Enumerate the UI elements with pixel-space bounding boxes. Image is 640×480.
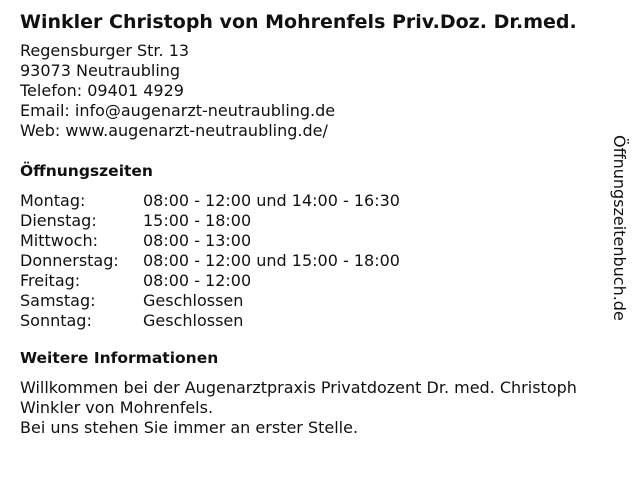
hours-time: Geschlossen <box>143 311 244 330</box>
hours-time: 08:00 - 13:00 <box>143 231 252 250</box>
hours-row-friday <box>20 271 620 291</box>
opening-hours-heading: Öffnungszeiten <box>20 162 153 180</box>
vertical-brand-text: Öffnungszeitenbuch.de <box>610 135 629 321</box>
hours-day: Sonntag: <box>20 311 92 330</box>
hours-row-wednesday <box>20 231 620 251</box>
website-address: Web: www.augenarzt-neutraubling.de/ <box>20 121 328 140</box>
hours-row-monday <box>20 191 620 211</box>
more-info-paragraph: Bei uns stehen Sie immer an erster Stelle. <box>20 418 359 437</box>
hours-day: Dienstag: <box>20 211 97 230</box>
phone-number: Telefon: 09401 4929 <box>20 81 184 100</box>
hours-row-sunday <box>20 311 620 331</box>
hours-time: Geschlossen <box>143 291 244 310</box>
contact-block <box>20 41 620 141</box>
hours-row-tuesday <box>20 211 620 231</box>
opening-hours-table <box>20 191 620 331</box>
hours-day: Freitag: <box>20 271 81 290</box>
hours-row-thursday <box>20 251 620 271</box>
address-street: Regensburger Str. 13 <box>20 41 190 60</box>
hours-time: 08:00 - 12:00 <box>143 271 252 290</box>
hours-day: Montag: <box>20 191 86 210</box>
more-info-heading: Weitere Informationen <box>20 349 219 367</box>
practice-card <box>20 10 620 438</box>
hours-time: 08:00 - 12:00 und 15:00 - 18:00 <box>143 251 400 270</box>
page-title: Winkler Christoph von Mohrenfels Priv.Doz. Dr.med. <box>20 11 577 33</box>
hours-day: Donnerstag: <box>20 251 119 270</box>
hours-day: Samstag: <box>20 291 96 310</box>
more-info-paragraph: Willkommen bei der Augenarztpraxis Privatdozent Dr. med. Christoph Winkler von Mohrenfels. <box>20 378 577 417</box>
hours-row-saturday <box>20 291 620 311</box>
address-city: 93073 Neutraubling <box>20 61 181 80</box>
more-info-block <box>20 378 620 438</box>
hours-time: 08:00 - 12:00 und 14:00 - 16:30 <box>143 191 400 210</box>
hours-time: 15:00 - 18:00 <box>143 211 252 230</box>
email-address: Email: info@augenarzt-neutraubling.de <box>20 101 336 120</box>
hours-day: Mittwoch: <box>20 231 98 250</box>
